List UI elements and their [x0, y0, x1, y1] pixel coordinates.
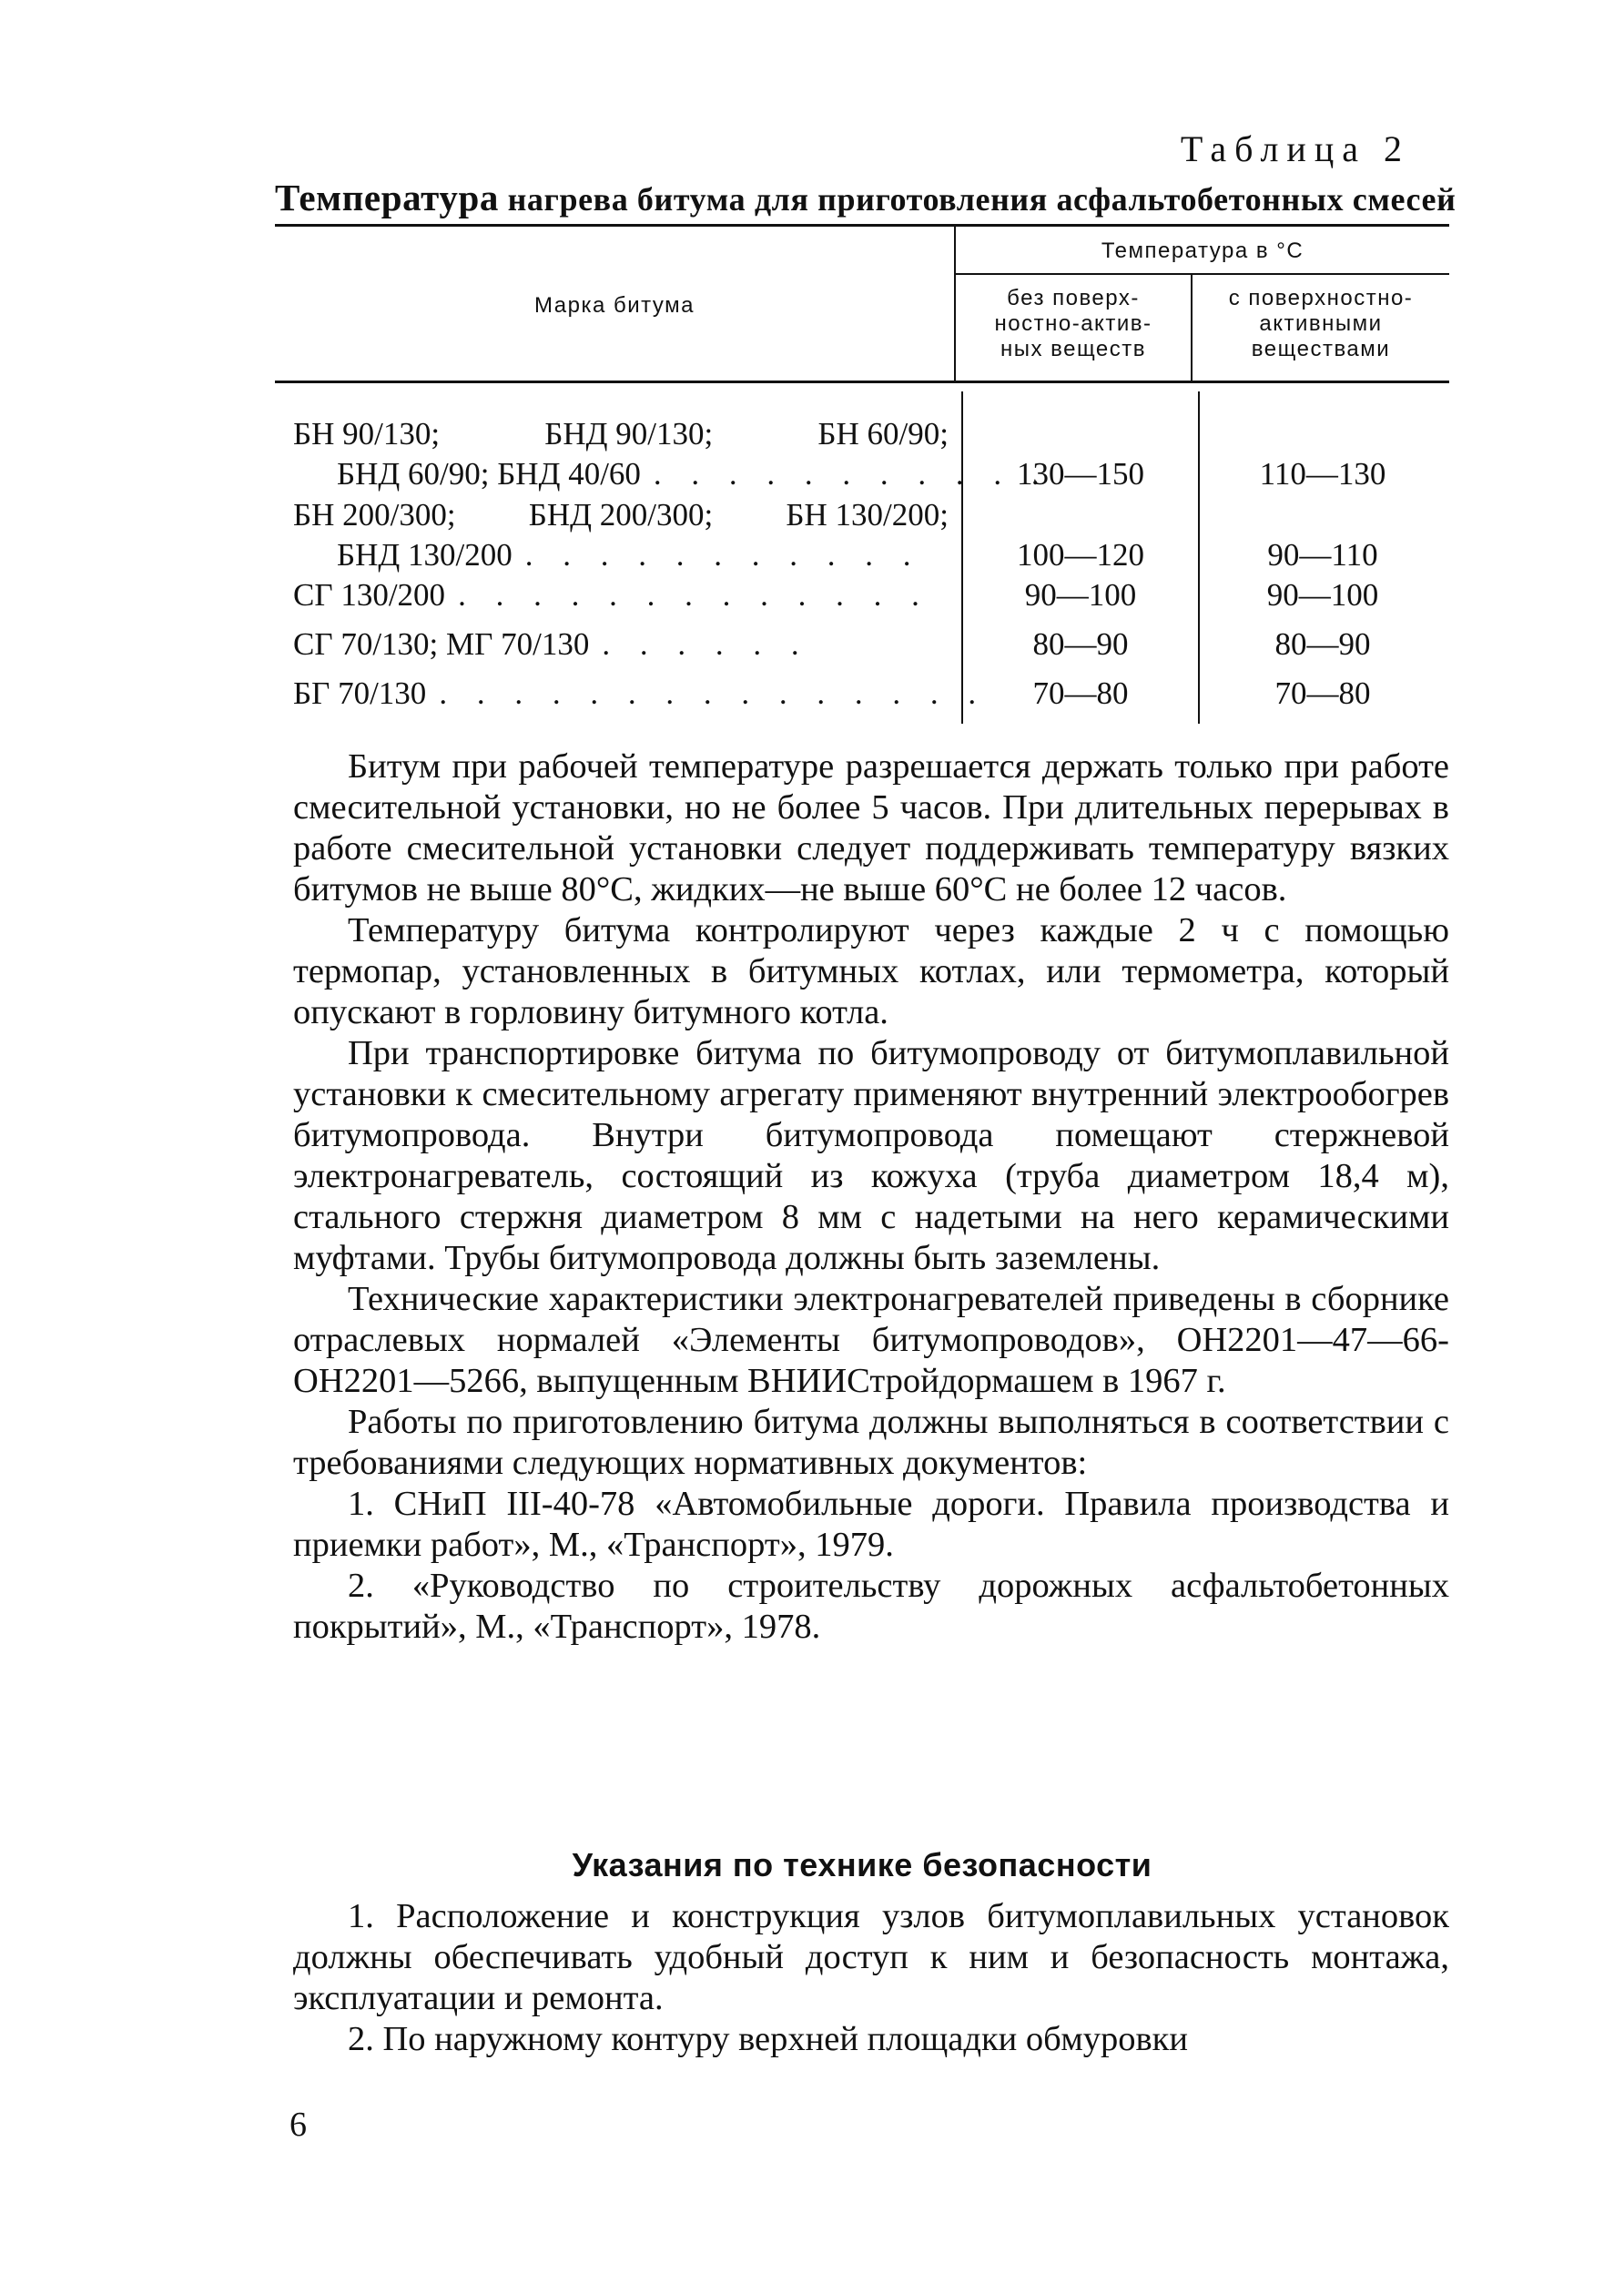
table-title-lead: Температура [275, 177, 499, 218]
reference-item: 1. СНиП III-40-78 «Автомобильные дороги. Правила производства и приемки работ», М., «Транспорт», 1979. [293, 1485, 1449, 1564]
leader-dots: . . . . . . . . . . . . . [458, 577, 930, 613]
header-temperature: Температура в °С [1101, 239, 1304, 263]
paragraph: Технические характеристики электронагревателей приведены в сборнике отраслевых нормалей «Элементы битумопроводов», ОН2201—47—66-ОН2201—5266, выпущенным ВНИИСтройдормашем в 1967 г. [293, 1280, 1449, 1400]
cell-with: 70—80 [1274, 675, 1371, 711]
table-row-grade [293, 624, 949, 665]
paragraph: Работы по приготовлению битума должны выполняться в соответствии с требованиями следующих нормативных документов: [293, 1403, 1449, 1482]
header-with-surfactants [1193, 286, 1449, 362]
header-without-line: ных веществ [1000, 337, 1147, 361]
leader-dots: . . . . . . . . . . . . . . . [439, 675, 988, 711]
table-row-grade [293, 674, 988, 714]
grade-item: БН 90/130; [293, 416, 441, 452]
safety-item: 2. По наружному контуру верхней площадки обмуровки [348, 2020, 1188, 2058]
leader-dots: . . . . . . [602, 626, 810, 662]
paragraph: Температуру битума контролируют через каждые 2 ч с помощью термопар, установленных в битумных котлах, или термометра, который опускают в горловину битумного котла. [293, 911, 1449, 1031]
header-with-line: с поверхностно- [1228, 286, 1414, 310]
table-subheader-rule [956, 273, 1449, 275]
paragraph: Битум при рабочей температуре разрешается держать только при работе смесительной установки, но не более 5 часов. При длительных перерывах в работе смесительной установки следует поддерживать температуру вязких битумов не выше 80°С, жидких—не выше 60°С не более 12 часов. [293, 747, 1449, 908]
grade-item: БН 200/300; [293, 497, 456, 533]
grade-item: БН 130/200; [786, 497, 949, 533]
safety-text [293, 1896, 1449, 2060]
leader-dots: . . . . . . . . . . . [653, 456, 1051, 492]
header-with-line: веществами [1251, 337, 1391, 361]
cell-with: 80—90 [1274, 626, 1371, 662]
cell-without: 100—120 [1017, 537, 1144, 573]
grade-item: СГ 130/200 [293, 577, 446, 613]
reference-item: 2. «Руководство по строительству дорожных асфальтобетонных покрытий», М., «Транспорт», 1978. [293, 1567, 1449, 1646]
table-row-grade [293, 575, 949, 615]
header-with-line: активными [1259, 311, 1383, 336]
grade-item: БНД 90/130; [544, 416, 714, 452]
header-grade: Марка битума [534, 293, 695, 318]
body-text [293, 746, 1449, 1648]
section-heading: Указания по технике безопасности [572, 1846, 1152, 1883]
cell-without: 70—80 [1032, 675, 1129, 711]
cell-without: 90—100 [1024, 577, 1137, 613]
cell-without: 130—150 [1017, 456, 1144, 492]
cell-with: 90—110 [1267, 537, 1378, 573]
header-without-line: ностно-актив- [994, 311, 1152, 336]
table-label: Таблица 2 [1180, 128, 1410, 169]
safety-item: 1. Расположение и конструкция узлов битумоплавильных установок должны обеспечивать удобный доступ к ним и безопасность монтажа, эксплуатации и ремонта. [293, 1897, 1449, 2017]
cell-with: 90—100 [1266, 577, 1379, 613]
leader-dots: . . . . . . . . . . . [524, 537, 922, 573]
cell-with: 110—130 [1259, 456, 1386, 492]
grade-item: БНД 200/300; [528, 497, 714, 533]
grade-item: БГ 70/130 [293, 675, 427, 711]
page-number: 6 [289, 2106, 307, 2144]
paragraph: При транспортировке битума по битумопроводу от битумоплавильной установки к смесительному агрегату применяют внутренний электрообогрев битумопровода. Внутри битумопровода помещают стержневой электронагреватель, состоящий из кожуха (труба диаметром 18,4 м), стального стержня диаметром 8 мм с надетыми на него керамическими муфтами. Трубы битумопровода должны быть заземлены. [293, 1034, 1449, 1277]
table-header-rule [275, 381, 1449, 383]
table-title [275, 177, 1457, 219]
table-row-grade [293, 495, 949, 575]
table-row-grade [293, 414, 1051, 494]
header-without-line: без поверх- [1007, 286, 1140, 310]
grade-item: БН 60/90; [817, 416, 949, 452]
header-without-surfactants [956, 286, 1191, 362]
grade-item: БНД 60/90; БНД 40/60 [337, 456, 641, 492]
table-top-rule [275, 224, 1449, 227]
cell-without: 80—90 [1032, 626, 1129, 662]
grade-item: БНД 130/200 [337, 537, 513, 573]
table-title-rest: нагрева битума для приготовления асфальтобетонных смесей [498, 181, 1457, 218]
grade-item: СГ 70/130; МГ 70/130 [293, 626, 590, 662]
